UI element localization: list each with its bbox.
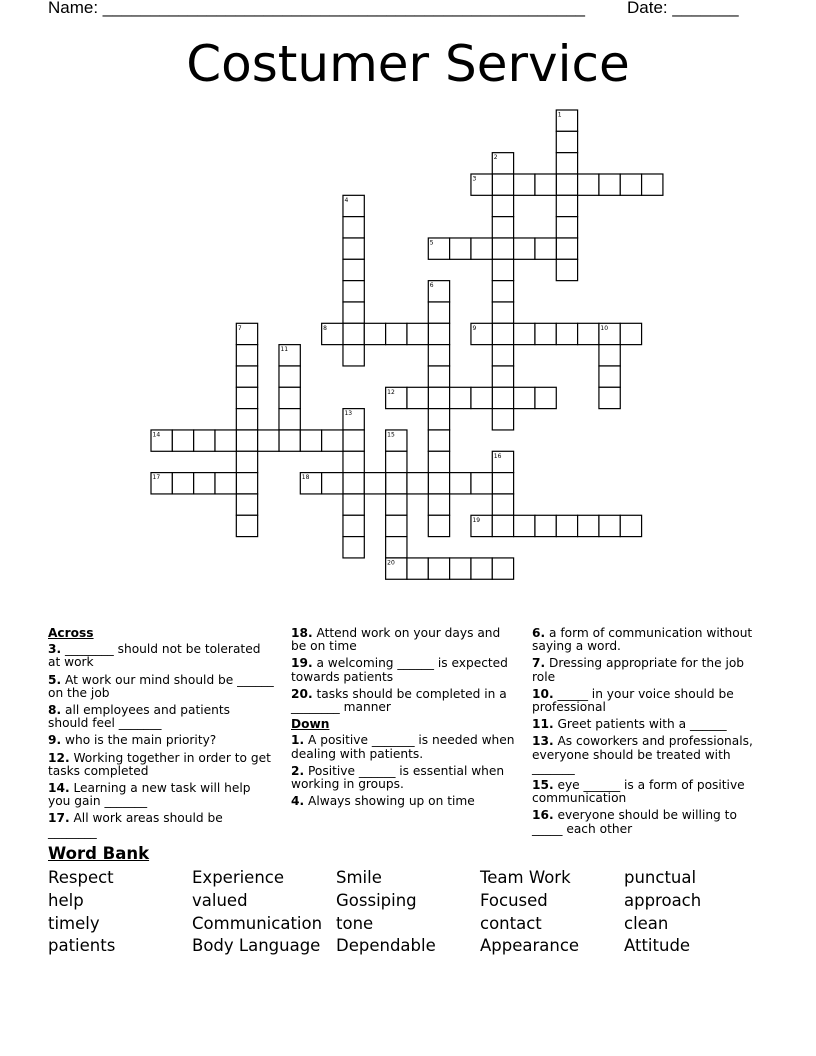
grid-cell[interactable] [194, 430, 215, 451]
grid-number: 10 [600, 324, 609, 332]
word-bank-title: Word Bank [48, 844, 150, 863]
word-bank-item: help [48, 890, 84, 910]
grid-cell[interactable] [492, 473, 513, 494]
grid-number: 8 [323, 324, 327, 332]
grid-cell[interactable] [428, 515, 449, 536]
grid-cell[interactable] [471, 387, 492, 408]
grid-cell[interactable] [556, 323, 577, 344]
grid-cell[interactable] [407, 387, 428, 408]
grid-cell[interactable] [236, 409, 257, 430]
grid-number: 11 [280, 346, 289, 354]
grid-cell[interactable] [492, 494, 513, 515]
word-bank-item: tone [336, 913, 374, 933]
down-clue: 2. Positive ______ is essential when working in groups. [291, 763, 505, 792]
grid-cell[interactable] [236, 494, 257, 515]
down-clue: 6. a form of communication without saying a word. [532, 626, 753, 654]
word-bank-item: contact [480, 913, 542, 933]
grid-cell[interactable] [343, 259, 364, 280]
word-bank-item: Team Work [480, 868, 571, 887]
across-clue: 3. ________ should not be tolerated at work [48, 642, 261, 670]
grid-cell[interactable] [407, 473, 428, 494]
grid-number: 6 [429, 282, 434, 290]
grid-cell[interactable] [556, 174, 577, 195]
grid-cell[interactable] [556, 259, 577, 280]
grid-cell[interactable] [599, 174, 620, 195]
clues-column-1 [48, 627, 274, 843]
grid-cell[interactable] [556, 217, 577, 238]
grid-cell[interactable] [279, 430, 300, 451]
word-bank-item: patients [48, 936, 116, 956]
grid-cell[interactable] [236, 430, 257, 451]
grid-cell[interactable] [428, 451, 449, 472]
grid-cell[interactable] [471, 558, 492, 579]
grid-cell[interactable] [386, 451, 407, 472]
grid-cell[interactable] [450, 558, 471, 579]
grid-cell[interactable] [492, 238, 513, 259]
grid-cell[interactable] [428, 387, 449, 408]
grid-cell[interactable] [492, 174, 513, 195]
grid-cell[interactable] [620, 515, 641, 536]
grid-cell[interactable] [343, 537, 364, 558]
grid-cell[interactable] [236, 451, 257, 472]
word-bank-item: approach [624, 890, 702, 910]
grid-number: 12 [387, 388, 395, 396]
grid-cell[interactable] [428, 430, 449, 451]
grid-number: 15 [387, 431, 395, 439]
grid-cell[interactable] [578, 174, 599, 195]
grid-cell[interactable] [343, 473, 364, 494]
grid-number: 20 [387, 559, 395, 567]
grid-cell[interactable] [578, 515, 599, 536]
grid-cell[interactable] [428, 558, 449, 579]
grid-number: 13 [344, 410, 353, 418]
grid-cell[interactable] [535, 238, 556, 259]
grid-cell[interactable] [428, 409, 449, 430]
grid-cell[interactable] [535, 323, 556, 344]
grid-cell[interactable] [279, 387, 300, 408]
down-clue: 4. Always showing up on time [291, 794, 475, 809]
grid-cell[interactable] [492, 281, 513, 302]
grid-cell[interactable] [343, 281, 364, 302]
date-field[interactable]: Date: _______ [627, 0, 739, 17]
grid-cell[interactable] [279, 366, 300, 387]
grid-cell[interactable] [258, 430, 279, 451]
across-clue: 14. Learning a new task will help you gain _______ [48, 781, 251, 809]
grid-number: 1 [557, 111, 562, 119]
grid-cell[interactable] [364, 473, 385, 494]
grid-cell[interactable] [514, 238, 535, 259]
grid-number: 17 [152, 474, 161, 482]
grid-cell[interactable] [514, 323, 535, 344]
word-bank-item: Smile [336, 868, 382, 887]
grid-number: 7 [237, 324, 242, 332]
grid-cell[interactable] [194, 473, 215, 494]
across-clue: 20. tasks should be completed in a ________ manner [291, 686, 507, 715]
grid-cell[interactable] [279, 409, 300, 430]
word-bank-item: Focused [480, 890, 548, 910]
grid-cell[interactable] [386, 537, 407, 558]
across-clue: 19. a welcoming ______ is expected towards patients [291, 656, 508, 684]
grid-cell[interactable] [578, 323, 599, 344]
word-bank-item: Communication [192, 913, 323, 933]
grid-cell[interactable] [535, 387, 556, 408]
grid-cell[interactable] [343, 451, 364, 472]
grid-cell[interactable] [343, 238, 364, 259]
grid-cell[interactable] [492, 409, 513, 430]
grid-cell[interactable] [514, 387, 535, 408]
word-bank-item: Attitude [624, 936, 691, 956]
grid-number: 18 [301, 474, 310, 482]
grid-cell[interactable] [535, 174, 556, 195]
grid-cell[interactable] [172, 473, 193, 494]
grid-cell[interactable] [236, 345, 257, 366]
grid-cell[interactable] [556, 238, 577, 259]
grid-cell[interactable] [364, 323, 385, 344]
word-bank-item: Appearance [480, 936, 580, 956]
across-clue: 9. who is the main priority? [48, 733, 217, 748]
word-bank [48, 867, 768, 958]
grid-cell[interactable] [386, 515, 407, 536]
clues-column-3 [532, 627, 758, 840]
grid-cell[interactable] [492, 259, 513, 280]
grid-cell[interactable] [428, 494, 449, 515]
down-clue: 13. As coworkers and professionals, everyone should be treated with _______ [532, 734, 753, 775]
grid-cell[interactable] [343, 302, 364, 323]
grid-cell[interactable] [492, 387, 513, 408]
grid-number: 16 [493, 452, 502, 460]
grid-cell[interactable] [599, 366, 620, 387]
grid-cell[interactable] [642, 174, 663, 195]
across-clue: 17. All work areas should be ________ [48, 811, 223, 839]
grid-number: 19 [472, 516, 481, 524]
grid-cell[interactable] [343, 515, 364, 536]
grid-cell[interactable] [343, 345, 364, 366]
grid-cell[interactable] [450, 238, 471, 259]
grid-cell[interactable] [514, 174, 535, 195]
grid-cell[interactable] [535, 515, 556, 536]
grid-cell[interactable] [492, 366, 513, 387]
grid-cell[interactable] [343, 494, 364, 515]
grid-cell[interactable] [492, 323, 513, 344]
grid-cell[interactable] [236, 515, 257, 536]
grid-cell[interactable] [620, 174, 641, 195]
grid-cell[interactable] [343, 217, 364, 238]
down-clue: 16. everyone should be willing to _____ each other [532, 808, 737, 836]
grid-cell[interactable] [471, 473, 492, 494]
grid-number: 2 [493, 154, 498, 162]
word-bank-item: clean [624, 913, 669, 933]
grid-cell[interactable] [428, 323, 449, 344]
grid-cell[interactable] [450, 473, 471, 494]
grid-cell[interactable] [343, 430, 364, 451]
across-clue: 8. all employees and patients should feel _______ [48, 703, 231, 731]
down-clue: 11. Greet patients with a ______ [532, 717, 727, 732]
down-clue: 10. _____ in your voice should be professional [532, 686, 734, 715]
clues-column-2 [291, 627, 515, 812]
grid-cell[interactable] [236, 366, 257, 387]
grid-cell[interactable] [492, 345, 513, 366]
grid-cell[interactable] [556, 195, 577, 216]
grid-cell[interactable] [236, 473, 257, 494]
down-heading: Down [291, 717, 330, 732]
grid-cell[interactable] [620, 323, 641, 344]
grid-cell[interactable] [556, 153, 577, 174]
grid-cell[interactable] [428, 473, 449, 494]
across-clue: 12. Working together in order to get tasks completed [48, 750, 271, 778]
word-bank-item: Experience [192, 868, 285, 887]
grid-cell[interactable] [514, 515, 535, 536]
grid-cell[interactable] [599, 515, 620, 536]
grid-cell[interactable] [215, 430, 236, 451]
down-clue: 7. Dressing appropriate for the job role [532, 656, 745, 684]
page-title: Costumer Service [186, 35, 630, 93]
grid-cell[interactable] [492, 195, 513, 216]
grid-cell[interactable] [407, 323, 428, 344]
grid-cell[interactable] [450, 387, 471, 408]
across-heading: Across [48, 626, 94, 640]
down-clue: 1. A positive _______ is needed when dealing with patients. [291, 733, 515, 761]
grid-cell[interactable] [407, 558, 428, 579]
grid-cell[interactable] [471, 238, 492, 259]
grid-cell[interactable] [215, 473, 236, 494]
grid-cell[interactable] [322, 430, 343, 451]
grid-cell[interactable] [172, 430, 193, 451]
grid-cell[interactable] [236, 387, 257, 408]
grid-cell[interactable] [599, 345, 620, 366]
grid-number: 14 [152, 431, 161, 439]
grid-cell[interactable] [300, 430, 321, 451]
grid-cell[interactable] [492, 302, 513, 323]
grid-cell[interactable] [492, 217, 513, 238]
across-clue: 5. At work our mind should be ______ on the job [48, 672, 274, 700]
grid-number: 9 [472, 324, 477, 332]
grid-number: 3 [472, 175, 477, 183]
across-clue: 18. Attend work on your days and be on time [291, 626, 501, 654]
word-bank-item: valued [192, 890, 248, 910]
grid-cell[interactable] [386, 494, 407, 515]
grid-cell[interactable] [492, 515, 513, 536]
word-bank-item: Body Language [192, 936, 321, 956]
grid-cell[interactable] [599, 387, 620, 408]
grid-cell[interactable] [343, 323, 364, 344]
word-bank-item: punctual [624, 868, 697, 887]
word-bank-item: Dependable [336, 936, 436, 956]
grid-number: 4 [344, 196, 349, 204]
grid-cell[interactable] [492, 558, 513, 579]
grid-cell[interactable] [322, 473, 343, 494]
word-bank-item: Gossiping [336, 890, 417, 910]
grid-cell[interactable] [386, 323, 407, 344]
down-clue: 15. eye ______ is a form of positive communication [532, 778, 745, 806]
grid-number: 5 [429, 239, 434, 247]
grid-cell[interactable] [428, 302, 449, 323]
grid-cell[interactable] [556, 131, 577, 152]
grid-cell[interactable] [386, 473, 407, 494]
name-field[interactable]: Name: ___________________________________________________ [48, 0, 585, 17]
grid-cell[interactable] [428, 345, 449, 366]
grid-cell[interactable] [428, 366, 449, 387]
word-bank-item: Respect [48, 868, 114, 887]
word-bank-item: timely [48, 913, 100, 933]
grid-cell[interactable] [556, 515, 577, 536]
